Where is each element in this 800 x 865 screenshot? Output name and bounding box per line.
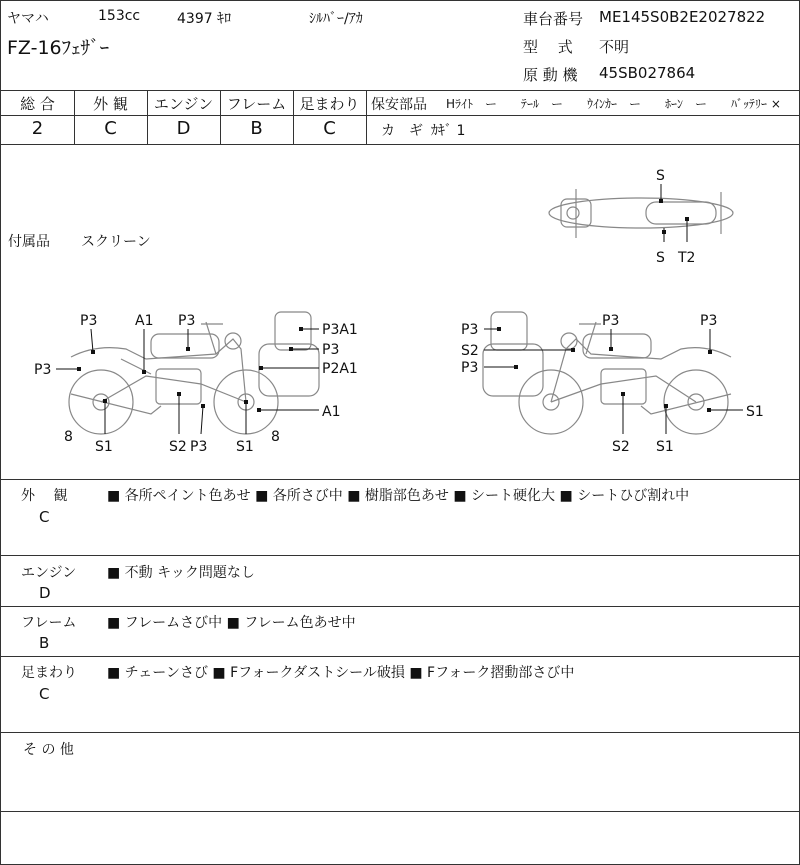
model-name: FZ-16ﾌｪｻﾞｰ: [7, 37, 110, 59]
diagram-label: P3: [461, 360, 479, 376]
motorcycle-right-view: [483, 312, 731, 434]
diagram-label: P2A1: [322, 361, 358, 377]
engine-number: 45SB027864: [599, 64, 696, 82]
remark-label: そ の 他: [23, 742, 74, 758]
diagram-label: P3: [178, 313, 196, 329]
diagram-label: P3: [80, 313, 98, 329]
diagram-label: S1: [656, 439, 674, 455]
diagram-label: T2: [678, 250, 696, 266]
remark-grade: B: [39, 634, 50, 652]
diagram-label: P3: [700, 313, 718, 329]
grade-value: 2: [31, 118, 44, 139]
remark-label: フレーム: [21, 615, 77, 631]
divider: [1, 606, 800, 607]
grade-value: C: [104, 118, 117, 139]
diagram-label: P3: [602, 313, 620, 329]
diagram-label: A1: [135, 313, 154, 329]
divider: [1, 479, 800, 480]
divider: [1, 811, 800, 812]
diagram-label: P3A1: [322, 322, 358, 338]
key-label: カ ギ: [381, 123, 423, 139]
accessories-label: 付属品: [8, 234, 50, 250]
divider: [74, 90, 75, 144]
divider: [220, 90, 221, 144]
motorcycle-left-view: [69, 312, 319, 434]
diagram-label: S1: [95, 439, 113, 455]
accessories-value: スクリーン: [81, 234, 151, 250]
remark-text: ■ 各所ペイント色あせ ■ 各所さび中 ■ 樹脂部色あせ ■ シート硬化大 ■ シートひび割れ中: [107, 488, 690, 504]
remark-text: ■ チェーンさび ■ Fフォークダストシール破損 ■ Fフォーク摺動部さび中: [107, 665, 575, 681]
safety-label: 保安部品: [371, 97, 427, 113]
remark-label: 足まわり: [21, 665, 77, 681]
diagram-label: P3: [190, 439, 208, 455]
remark-grade: C: [39, 685, 50, 703]
diagram-label: S1: [236, 439, 254, 455]
divider: [1, 656, 800, 657]
diagram-label: S: [656, 168, 665, 184]
diagram-label: S: [656, 250, 665, 266]
model-code: 不明: [599, 38, 630, 56]
grade-header: 外 観: [93, 95, 128, 113]
frame-number-label: 車台番号: [523, 10, 584, 28]
remark-label: 外 観: [21, 488, 68, 504]
diagram-label: S2: [169, 439, 187, 455]
divider: [1, 115, 800, 116]
grade-value: B: [250, 118, 263, 139]
grade-cell-engine: [147, 90, 220, 144]
remark-text: ■ 不動 キック問題なし: [107, 565, 255, 581]
diagram-label: S2: [461, 343, 479, 359]
color: ｼﾙﾊﾞｰ/ｱｶ: [309, 11, 363, 27]
grade-header: 総 合: [20, 95, 55, 113]
grade-cell-overall: [1, 90, 74, 144]
frame-number: ME145S0B2E2027822: [599, 8, 766, 26]
diagram-label: P3: [322, 342, 340, 358]
remark-text: ■ フレームさび中 ■ フレーム色あせ中: [107, 615, 356, 631]
safety-items: Hﾗｲﾄ ー ﾃｰﾙ ー ｳｲﾝｶｰ ー ﾎｰﾝ ー ﾊﾞｯﾃﾘｰ ×: [446, 97, 781, 111]
diagram-label: S1: [746, 404, 764, 420]
diagram-label: A1: [322, 404, 341, 420]
diagram-label: S2: [612, 439, 630, 455]
diagram-label: P3: [461, 322, 479, 338]
maker: ヤマハ: [7, 11, 49, 27]
damage-diagram: [1, 144, 800, 479]
grade-value: D: [176, 118, 191, 139]
displacement: 153cc: [98, 8, 141, 24]
mileage: 4397 ｷﾛ: [177, 11, 232, 27]
grade-cell-suspension: [293, 90, 366, 144]
divider: [147, 90, 148, 144]
model-code-label: 型 式: [523, 38, 573, 56]
remark-grade: D: [39, 584, 51, 602]
diagram-label: 8: [64, 429, 73, 445]
grade-header: 足まわり: [299, 95, 360, 113]
divider: [1, 732, 800, 733]
grade-value: C: [323, 118, 336, 139]
divider: [1, 555, 800, 556]
engine-number-label: 原 動 機: [523, 66, 578, 84]
grade-cell-frame: [220, 90, 293, 144]
divider: [293, 90, 294, 144]
grade-cell-appearance: [74, 90, 147, 144]
grade-header: フレーム: [226, 95, 287, 113]
grade-header: エンジン: [153, 95, 214, 113]
key-value: ｶｷﾞ 1: [431, 123, 466, 139]
diagram-label: 8: [271, 429, 280, 445]
diagram-label: P3: [34, 362, 52, 378]
remark-grade: C: [39, 508, 50, 526]
divider: [366, 90, 367, 144]
motorcycle-top-view: [549, 189, 733, 238]
remark-label: エンジン: [21, 565, 77, 581]
